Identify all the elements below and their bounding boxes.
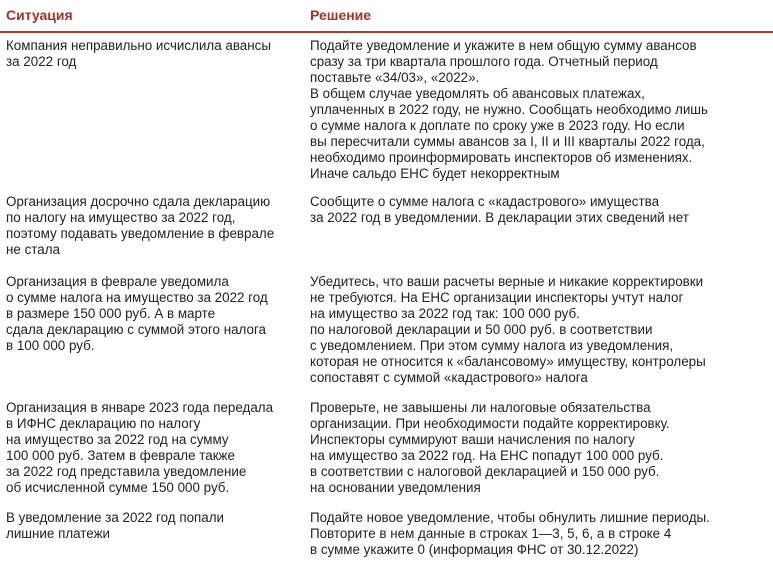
header-solution: Решение — [310, 7, 372, 23]
situation-cell — [6, 194, 298, 258]
solution-line: уплаченных в 2022 году, не нужно. Сообщать необходимо лишь — [310, 102, 709, 117]
solution-line: по налоговой декларации и 50 000 руб. в соответствии — [310, 322, 653, 337]
solution-line: о сумме налога к доплате по сроку уже в 2023 году. Но если — [310, 118, 685, 133]
situation-line: в размере 150 000 руб. А в марте — [6, 306, 216, 321]
solution-cell — [310, 38, 770, 182]
situation-line: за 2022 год — [6, 54, 77, 69]
solution-line: в соответствии с налоговой декларацией и 150 000 руб. — [310, 464, 660, 479]
situation-line: Организация в январе 2023 года передала — [6, 400, 274, 415]
situation-line: Компания неправильно исчислила авансы — [6, 38, 271, 53]
solution-line: В общем случае уведомлять об авансовых платежах, — [310, 86, 645, 101]
solution-line: Подайте уведомление и укажите в нем общую сумму авансов — [310, 38, 697, 53]
situation-cell — [6, 400, 298, 496]
situation-cell — [6, 38, 298, 70]
situation-line: Организация досрочно сдала декларацию — [6, 194, 271, 209]
situation-line: сдала декларацию с суммой этого налога — [6, 322, 267, 337]
situation-line: за 2022 год представила уведомление — [6, 464, 247, 479]
solution-line: на имущество за 2022 год так: 100 000 руб. — [310, 306, 580, 321]
solution-line: Подайте новое уведомление, чтобы обнулить лишние периоды. — [310, 510, 710, 525]
solution-line: сопоставят с суммой «кадастрового» налога — [310, 370, 588, 385]
solution-cell — [310, 274, 770, 386]
situation-line: В уведомление за 2022 год попали — [6, 510, 225, 525]
situation-cell — [6, 274, 298, 354]
situation-line: на имущество за 2022 год на сумму — [6, 432, 229, 447]
solution-line: на основании уведомления — [310, 480, 481, 495]
solution-cell — [310, 510, 770, 558]
solution-line: не требуются. На ЕНС организации инспекторы учтут налог — [310, 290, 684, 305]
solution-line: организации. При необходимости подайте корректировку. — [310, 416, 670, 431]
table-header — [0, 0, 773, 33]
solution-line: которая не относится к «балансовому» имуществу, контролеры — [310, 354, 706, 369]
solution-line: на имущество за 2022 год. На ЕНС попадут 100 000 руб. — [310, 448, 664, 463]
situation-line: Организация в феврале уведомила — [6, 274, 229, 289]
solution-line: в сумме укажите 0 (информация ФНС от 30.12.2022) — [310, 542, 639, 557]
solution-cell — [310, 194, 770, 226]
solution-line: за 2022 год в уведомлении. В декларации этих сведений нет — [310, 210, 689, 225]
situation-line: лишние платежи — [6, 526, 111, 541]
solution-line: Иначе сальдо ЕНС будет некорректным — [310, 166, 560, 181]
situation-line: 100 000 руб. Затем в феврале также — [6, 448, 235, 463]
situation-line: поэтому подавать уведомление в феврале — [6, 226, 275, 241]
situation-line: в 100 000 руб. — [6, 338, 95, 353]
solution-line: необходимо проинформировать инспекторов об изменениях. — [310, 150, 693, 165]
solution-line: с уведомлением. При этом сумму налога из уведомления, — [310, 338, 674, 353]
solution-line: Проверьте, не завышены ли налоговые обязательства — [310, 400, 651, 415]
solution-line: Повторите в нем данные в строках 1—3, 5, 6, а в строке 4 — [310, 526, 672, 541]
solution-line: Инспекторы суммируют ваши начисления по налогу — [310, 432, 635, 447]
situation-line: о сумме налога на имущество за 2022 год — [6, 290, 268, 305]
solution-line: Убедитесь, что ваши расчеты верные и никакие корректировки — [310, 274, 704, 289]
solution-line: вы пересчитали суммы авансов за I, II и III кварталы 2022 года, — [310, 134, 705, 149]
situation-line: по налогу на имущество за 2022 год, — [6, 210, 236, 225]
situation-line: об исчисленной сумме 150 000 руб. — [6, 480, 230, 495]
header-situation: Ситуация — [6, 7, 73, 23]
situation-line: не стала — [6, 242, 60, 257]
situation-line: в ИФНС декларацию по налогу — [6, 416, 201, 431]
solution-line: сразу за три квартала прошлого года. Отчетный период — [310, 54, 658, 69]
solution-line: поставьте «34/03», «2022». — [310, 70, 480, 85]
situation-cell — [6, 510, 298, 542]
solution-cell — [310, 400, 770, 496]
solution-line: Сообщите о сумме налога с «кадастрового» имущества — [310, 194, 660, 209]
